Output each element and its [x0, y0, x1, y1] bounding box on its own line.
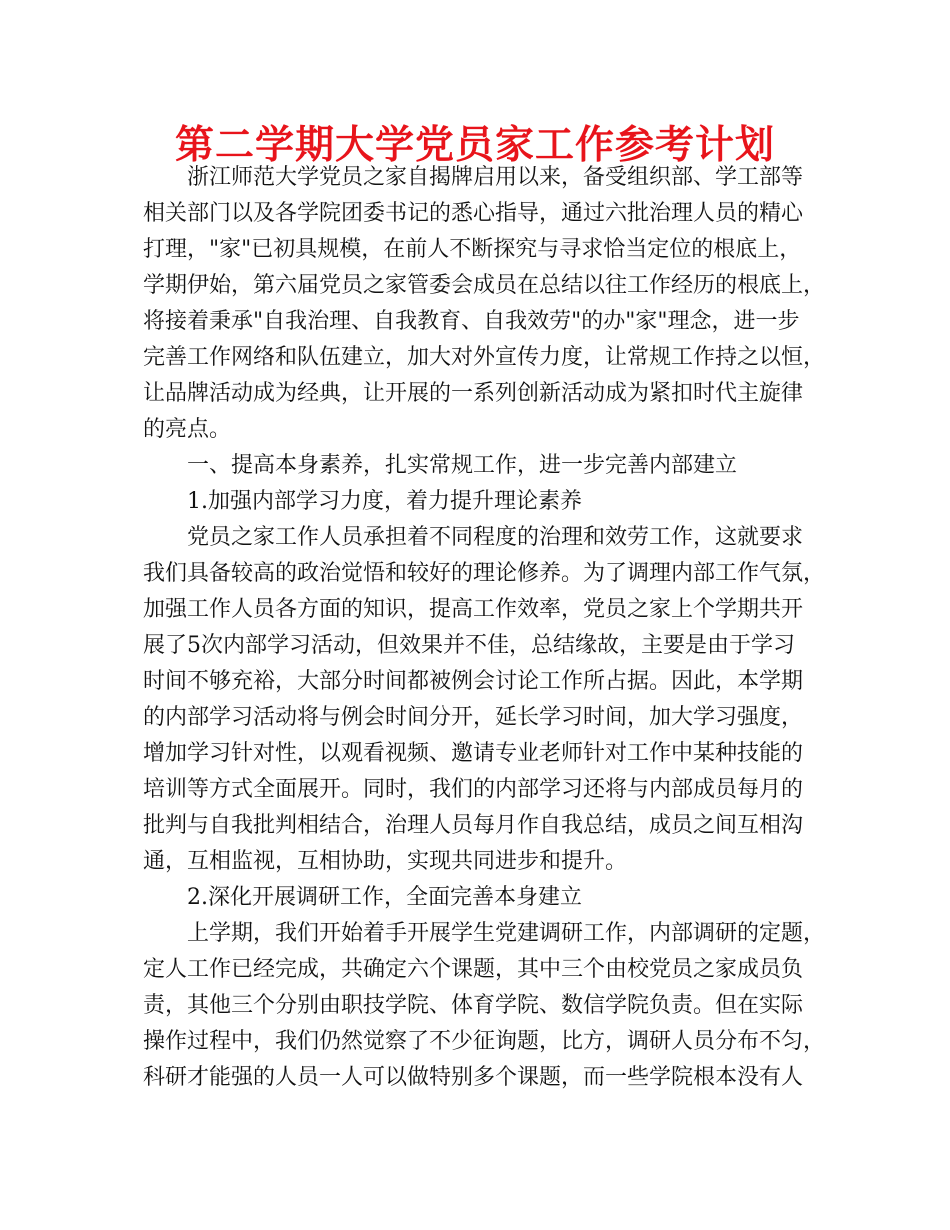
paragraph-line: 党员之家工作人员承担着不同程度的治理和效劳工作，这就要求 — [187, 525, 804, 550]
paragraph-line: 科研才能强的人员一人可以做特别多个课题，而一些学院根本没有人 — [143, 1065, 804, 1090]
paragraph-line: 让品牌活动成为经典，让开展的一系列创新活动成为紧扣时代主旋律 — [143, 381, 804, 406]
paragraph-line: 加强工作人员各方面的知识，提高工作效率，党员之家上个学期共开 — [143, 597, 804, 622]
paragraph-line: 将接着秉承"自我治理、自我教育、自我效劳"的办"家"理念，进一步 — [143, 309, 800, 334]
paragraph-line: 完善工作网络和队伍建立，加大对外宣传力度，让常规工作持之以恒， — [143, 345, 826, 370]
paragraph-line: 上学期，我们开始着手开展学生党建调研工作，内部调研的定题， — [187, 921, 826, 946]
paragraph-line: 相关部门以及各学院团委书记的悉心指导，通过六批治理人员的精心 — [143, 201, 804, 226]
document-title: 第二学期大学党员家工作参考计划 — [174, 122, 775, 168]
paragraph-line: 的亮点。 — [143, 417, 232, 442]
paragraph-line: 定人工作已经完成，共确定六个课题，其中三个由校党员之家成员负 — [143, 957, 804, 982]
paragraph-line: 责，其他三个分别由职技学院、体育学院、数信学院负责。但在实际 — [143, 993, 804, 1018]
paragraph-line: 学期伊始，第六届党员之家管委会成员在总结以往工作经历的根底上， — [143, 273, 826, 298]
paragraph-line: 浙江师范大学党员之家自揭牌启用以来，备受组织部、学工部等 — [187, 165, 804, 190]
paragraph-line: 展了5次内部学习活动，但效果并不佳，总结缘故，主要是由于学习 — [143, 633, 795, 658]
paragraph-line: 操作过程中，我们仍然觉察了不少征询题，比方，调研人员分布不匀， — [143, 1029, 826, 1054]
paragraph-line: 时间不够充裕，大部分时间都被例会讨论工作所占据。因此，本学期 — [143, 669, 804, 694]
paragraph-line: 批判与自我批判相结合，治理人员每月作自我总结，成员之间互相沟 — [143, 813, 804, 838]
paragraph-line: 培训等方式全面展开。同时，我们的内部学习还将与内部成员每月的 — [143, 777, 804, 802]
subsection-heading: 1.加强内部学习力度，着力提升理论素养 — [187, 489, 582, 514]
section-heading: 一、提高本身素养，扎实常规工作，进一步完善内部建立 — [187, 453, 738, 478]
paragraph-line: 通，互相监视，互相协助，实现共同进步和提升。 — [143, 849, 628, 874]
document-body — [143, 160, 833, 1096]
paragraph-line: 打理，"家"已初具规模，在前人不断探究与寻求恰当定位的根底上， — [143, 237, 802, 262]
subsection-heading: 2.深化开展调研工作，全面完善本身建立 — [187, 885, 582, 910]
paragraph-line: 的内部学习活动将与例会时间分开，延长学习时间，加大学习强度， — [143, 705, 804, 730]
paragraph-line: 增加学习针对性，以观看视频、邀请专业老师针对工作中某种技能的 — [143, 741, 804, 766]
paragraph-line: 我们具备较高的政治觉悟和较好的理论修养。为了调理内部工作气氛， — [143, 561, 826, 586]
